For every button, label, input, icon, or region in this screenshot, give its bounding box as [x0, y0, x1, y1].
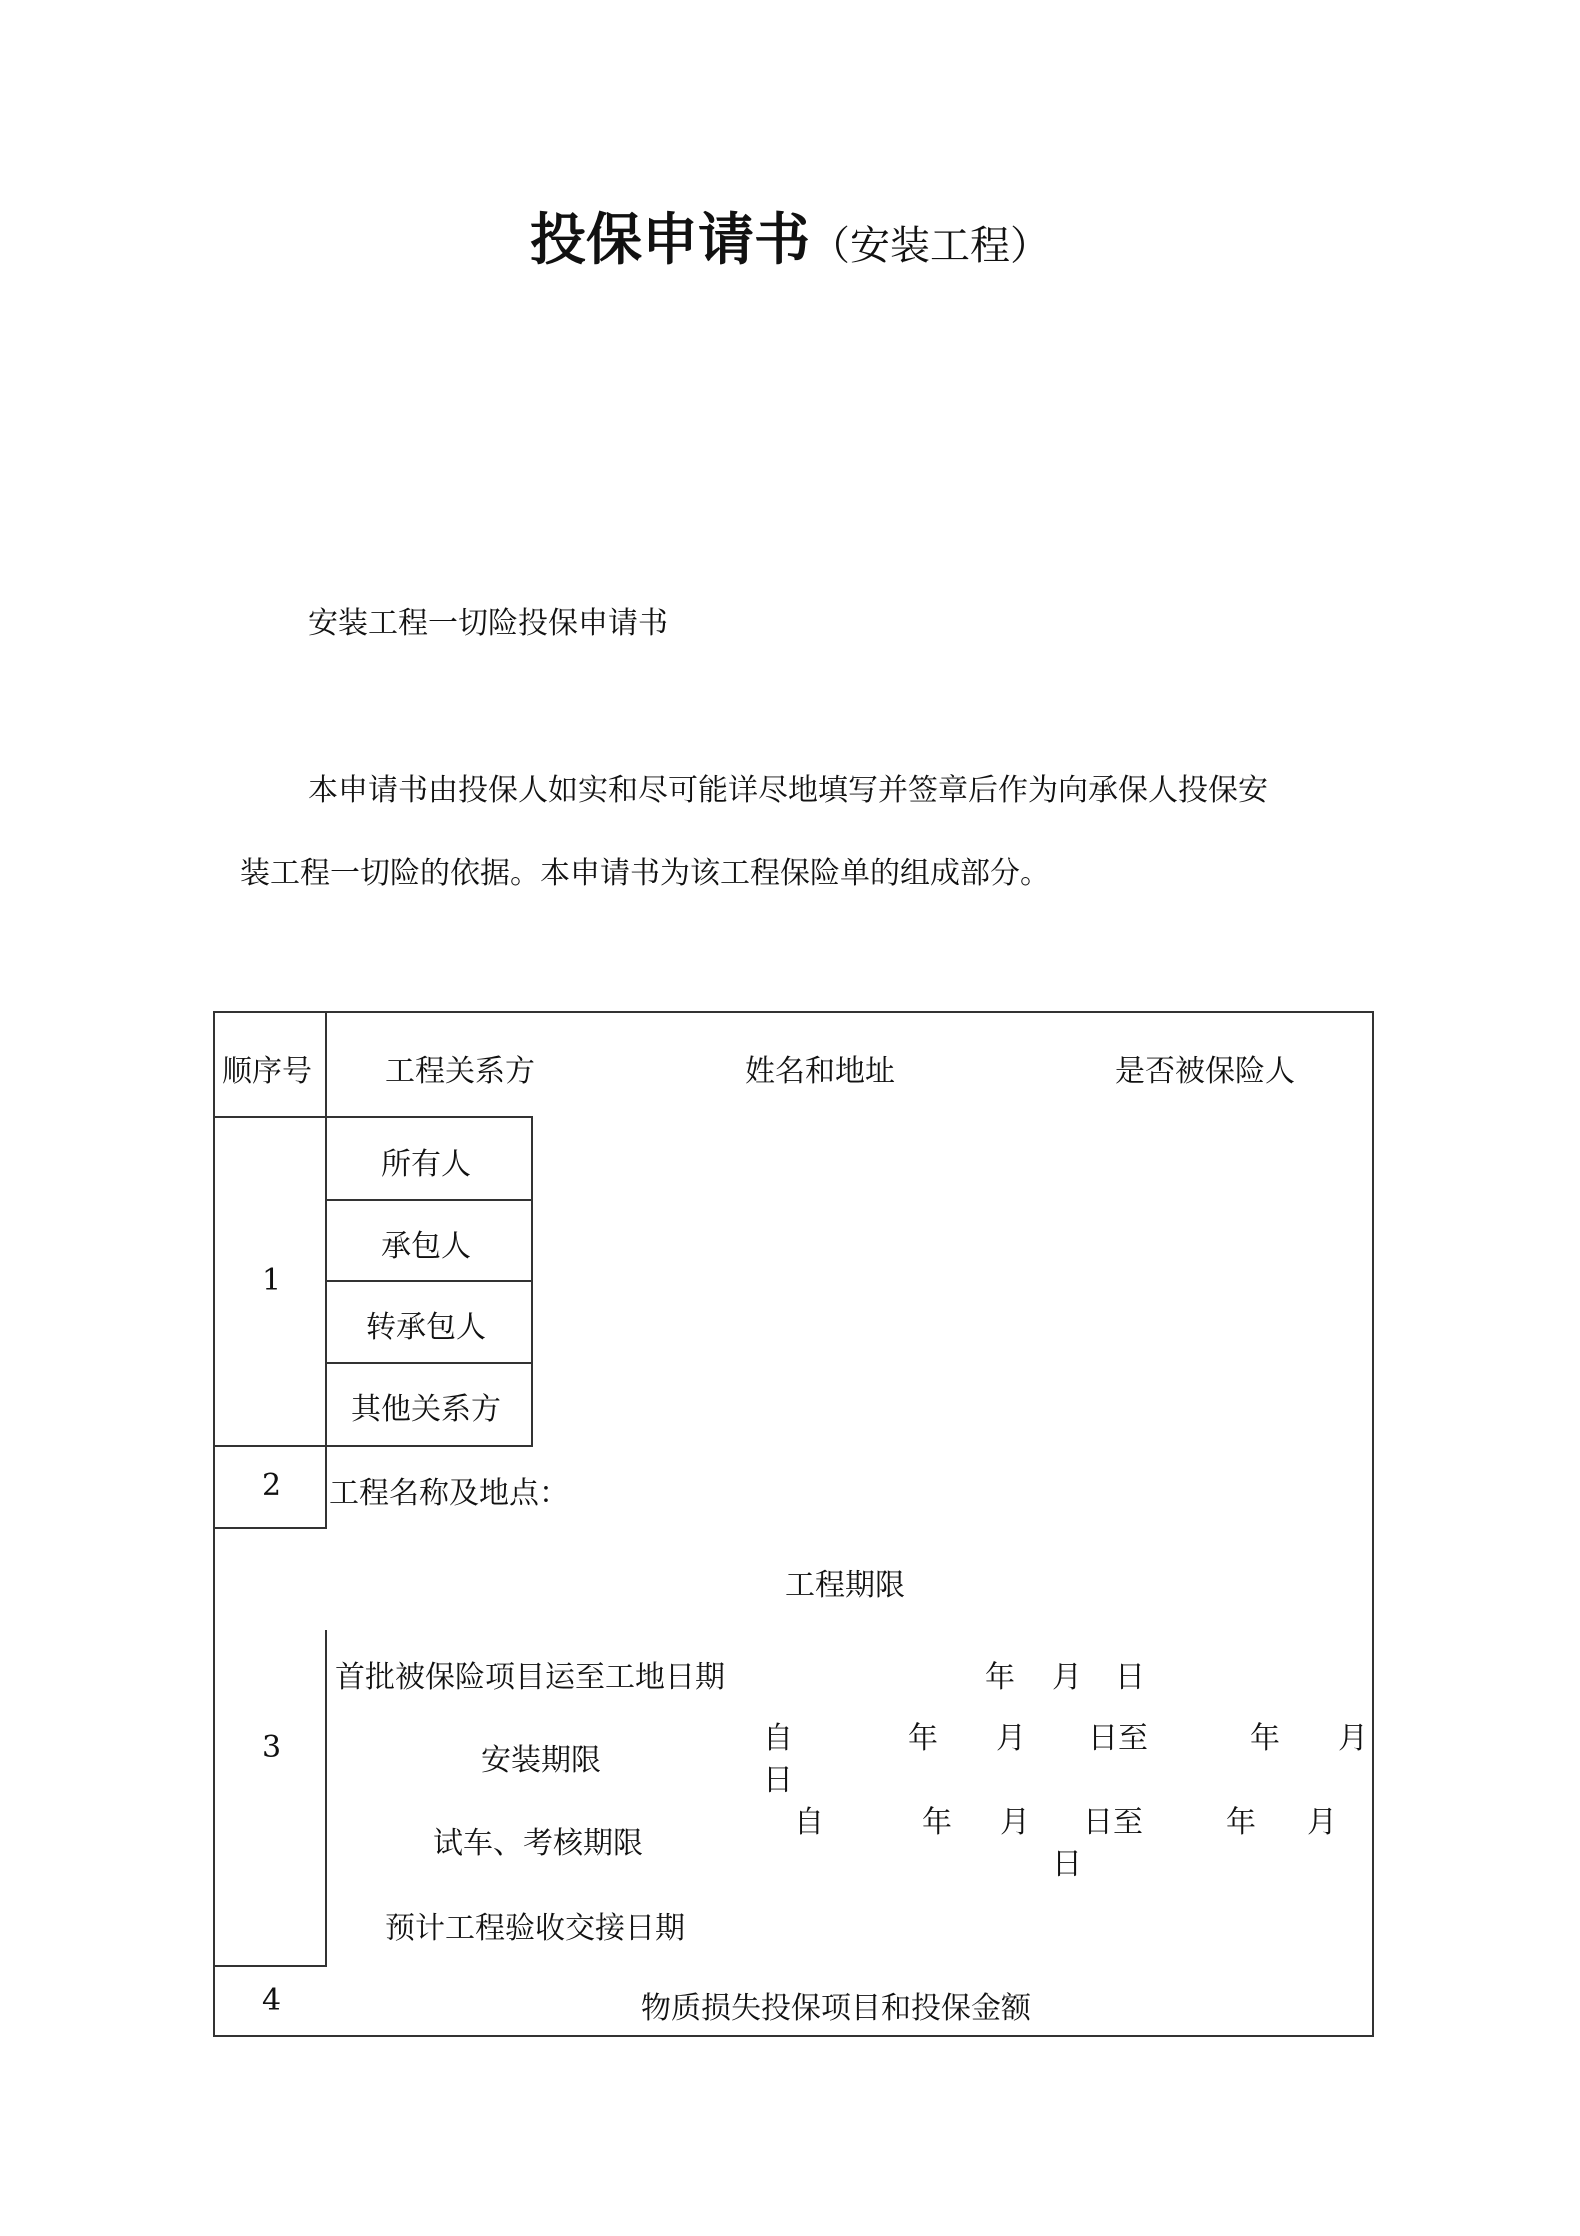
install-month-1: 月: [996, 1721, 1026, 1756]
table-border-right: [1372, 1011, 1374, 2037]
title-sub: （安装工程）: [810, 223, 1050, 269]
intro-line-1: 本申请书由投保人如实和尽可能详尽地填写并签章后作为向承保人投保安: [308, 773, 1268, 808]
first-delivery-year: 年: [985, 1660, 1015, 1695]
test-month-1: 月: [1000, 1805, 1030, 1840]
form-heading: 安装工程一切险投保申请书: [308, 606, 668, 641]
test-month-2: 月: [1307, 1805, 1337, 1840]
seq-divider: [325, 1630, 327, 1965]
row-divider: [325, 1362, 533, 1364]
seq-divider: [325, 1011, 327, 1445]
first-delivery-month: 月: [1052, 1660, 1082, 1695]
row2-seq: 2: [262, 1468, 282, 1503]
project-name-location-label: 工程名称及地点：: [329, 1476, 569, 1511]
row-divider: [213, 1116, 533, 1118]
row4-seq: 4: [262, 1983, 282, 2018]
intro-line-2: 装工程一切险的依据。本申请书为该工程保险单的组成部分。: [240, 856, 1050, 891]
header-name-address: 姓名和地址: [745, 1054, 895, 1089]
row-divider: [213, 1445, 533, 1447]
install-day-to: 日至: [1088, 1721, 1148, 1756]
first-delivery-label: 首批被保险项目运至工地日期: [335, 1660, 725, 1695]
install-day-2: 日: [763, 1763, 793, 1798]
table-border-left: [213, 1011, 215, 2037]
install-month-2: 月: [1338, 1721, 1368, 1756]
test-day-to: 日至: [1083, 1805, 1143, 1840]
period-title: 工程期限: [785, 1568, 905, 1603]
table-border-top: [213, 1011, 1374, 1013]
test-year-1: 年: [922, 1805, 952, 1840]
table-border-bottom: [213, 2035, 1374, 2037]
property-damage-label: 物质损失投保项目和投保金额: [641, 1991, 1031, 2026]
seq-divider: [325, 1445, 327, 1527]
row-divider: [325, 1280, 533, 1282]
row-divider: [325, 1199, 533, 1201]
party-contractor: 承包人: [381, 1229, 471, 1264]
test-period-label: 试车、考核期限: [433, 1826, 643, 1861]
install-from: 自: [763, 1721, 793, 1756]
install-period-label: 安装期限: [481, 1743, 601, 1778]
party-subcontractor: 转承包人: [366, 1310, 486, 1345]
header-insured: 是否被保险人: [1115, 1054, 1295, 1089]
install-year-2: 年: [1250, 1721, 1280, 1756]
acceptance-date-label: 预计工程验收交接日期: [385, 1911, 685, 1946]
row1-seq: 1: [262, 1263, 282, 1298]
header-seq: 顺序号: [222, 1054, 312, 1089]
first-delivery-day: 日: [1115, 1660, 1145, 1695]
test-year-2: 年: [1226, 1805, 1256, 1840]
test-from: 自: [794, 1805, 824, 1840]
row3-seq: 3: [262, 1730, 282, 1765]
party-other: 其他关系方: [351, 1392, 501, 1427]
party-owner: 所有人: [381, 1147, 471, 1182]
row-divider: [213, 1527, 327, 1529]
install-year-1: 年: [908, 1721, 938, 1756]
header-party: 工程关系方: [385, 1054, 535, 1089]
page-title: [0, 196, 1580, 276]
party-divider: [531, 1116, 533, 1447]
title-main: 投保申请书: [530, 208, 810, 273]
row-divider: [213, 1965, 327, 1967]
test-day-2: 日: [1052, 1847, 1082, 1882]
